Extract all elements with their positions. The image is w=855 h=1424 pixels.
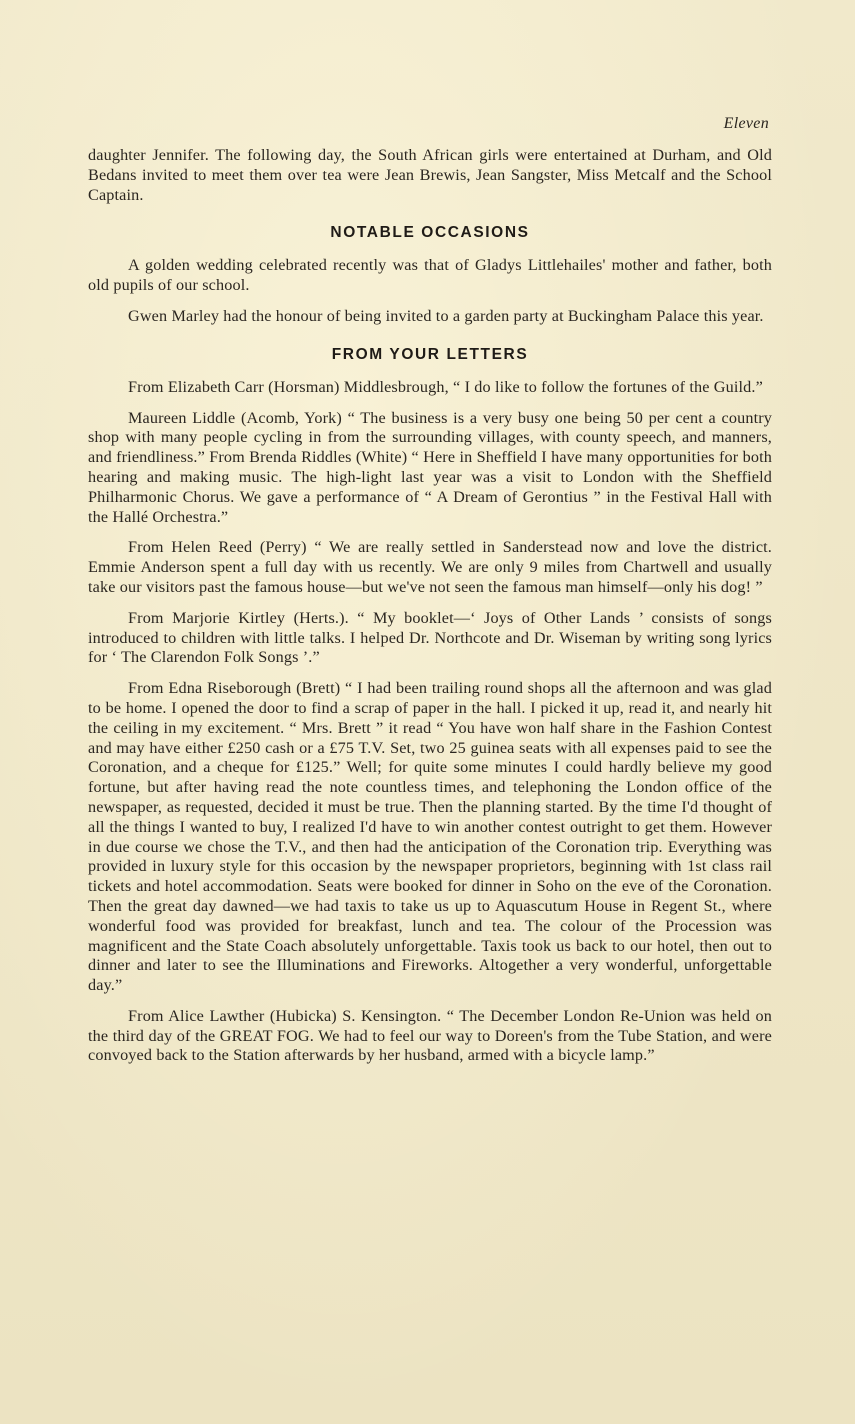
heading-from-your-letters: FROM YOUR LETTERS bbox=[331, 345, 529, 363]
letter-edna-riseborough: From Edna Riseborough (Brett) “ I had been trailing round shops all the afternoon and was glad to be home. I opened the door to find a scrap of paper in the hall. I picked it up, read it, and nearly hit the ceiling in my excitement. “ Mrs. Brett ” it read “ You have won half share in the Fashion Contest and may have either £250 cash or a £75 T.V. Set, two 25 guinea seats with all expenses paid to see the Coronation, and a cheque for £125.” Well; for quite some minutes I could hardly believe my good fortune, but after having read the note countless times, and telephoning the London office of the newspaper, as requested, decided it must be true. Then the planning started. By the time I'd thought of all the things I wanted to buy, I realized I'd have to win another contest outright to get them. However in due course we chose the T.V., and then had the anticipation of the Coronation trip. Everything was provided in luxury style for this occasion by the newspaper proprietors, beginning with 1st class rail tickets and hotel accommodation. Seats were booked for dinner in Soho on the eve of the Coronation. Then the great day dawned—we had taxis to take us up to Aquascutum House in Regent St., where wonderful food was provided for breakfast, lunch and tea. The colour of the Procession was magnificent and the State Coach absolutely unforgettable. Taxis took us back to our hotel, then out to dinner and later to see the Illuminations and Fireworks. Altogether a very wonderful, unforgettable day.” bbox=[88, 679, 772, 995]
letter-elizabeth-carr: From Elizabeth Carr (Horsman) Middlesbrough, “ I do like to follow the fortunes of the Guild.” bbox=[128, 377, 763, 396]
intro-paragraph: daughter Jennifer. The following day, the South African girls were entertained at Durham, and Old Bedans invited to meet them over tea were Jean Brewis, Jean Sangster, Miss Metcalf and the School Captain. bbox=[88, 146, 772, 204]
heading-notable-occasions: NOTABLE OCCASIONS bbox=[330, 224, 530, 242]
letter-marjorie-kirtley: From Marjorie Kirtley (Herts.). “ My booklet—‘ Joys of Other Lands ’ consists of songs introduced to children with little talks. I helped Dr. Northcote and Dr. Wiseman by writing song lyrics for ‘ The Clarendon Folk Songs ’.” bbox=[88, 608, 772, 667]
page-number: Eleven bbox=[723, 115, 769, 132]
page-content bbox=[88, 146, 772, 1066]
paragraph-garden-party: Gwen Marley had the honour of being invited to a garden party at Buckingham Palace this year. bbox=[128, 306, 764, 325]
letter-maureen-liddle: Maureen Liddle (Acomb, York) “ The business is a very busy one being 50 per cent a country shop with many people cycling in from the surrounding villages, with county speech, and manners, and friendliness.” From Brenda Riddles (White) “ Here in Sheffield I have many opportunities for both hearing and making music. The high-light last year was a visit to London with the Sheffield Philharmonic Chorus. We gave a performance of “ A Dream of Gerontius ” in the Festival Hall with the Hallé Orchestra.” bbox=[88, 408, 772, 526]
paragraph-golden-wedding: A golden wedding celebrated recently was that of Gladys Littlehailes' mother and father, both old pupils of our school. bbox=[88, 256, 772, 295]
letter-helen-reed: From Helen Reed (Perry) “ We are really settled in Sanderstead now and love the district. Emmie Anderson spent a full day with us recently. We are only 9 miles from Chartwell and usually take our visitors past the famous house—but we've not seen the famous man himself—only his dog! ” bbox=[88, 538, 772, 596]
letter-alice-lawther: From Alice Lawther (Hubicka) S. Kensington. “ The December London Re-Union was held on the third day of the GREAT FOG. We had to feel our way to Doreen's from the Tube Station, and were convoyed back to the Station afterwards by her husband, armed with a bicycle lamp.” bbox=[88, 1006, 772, 1065]
